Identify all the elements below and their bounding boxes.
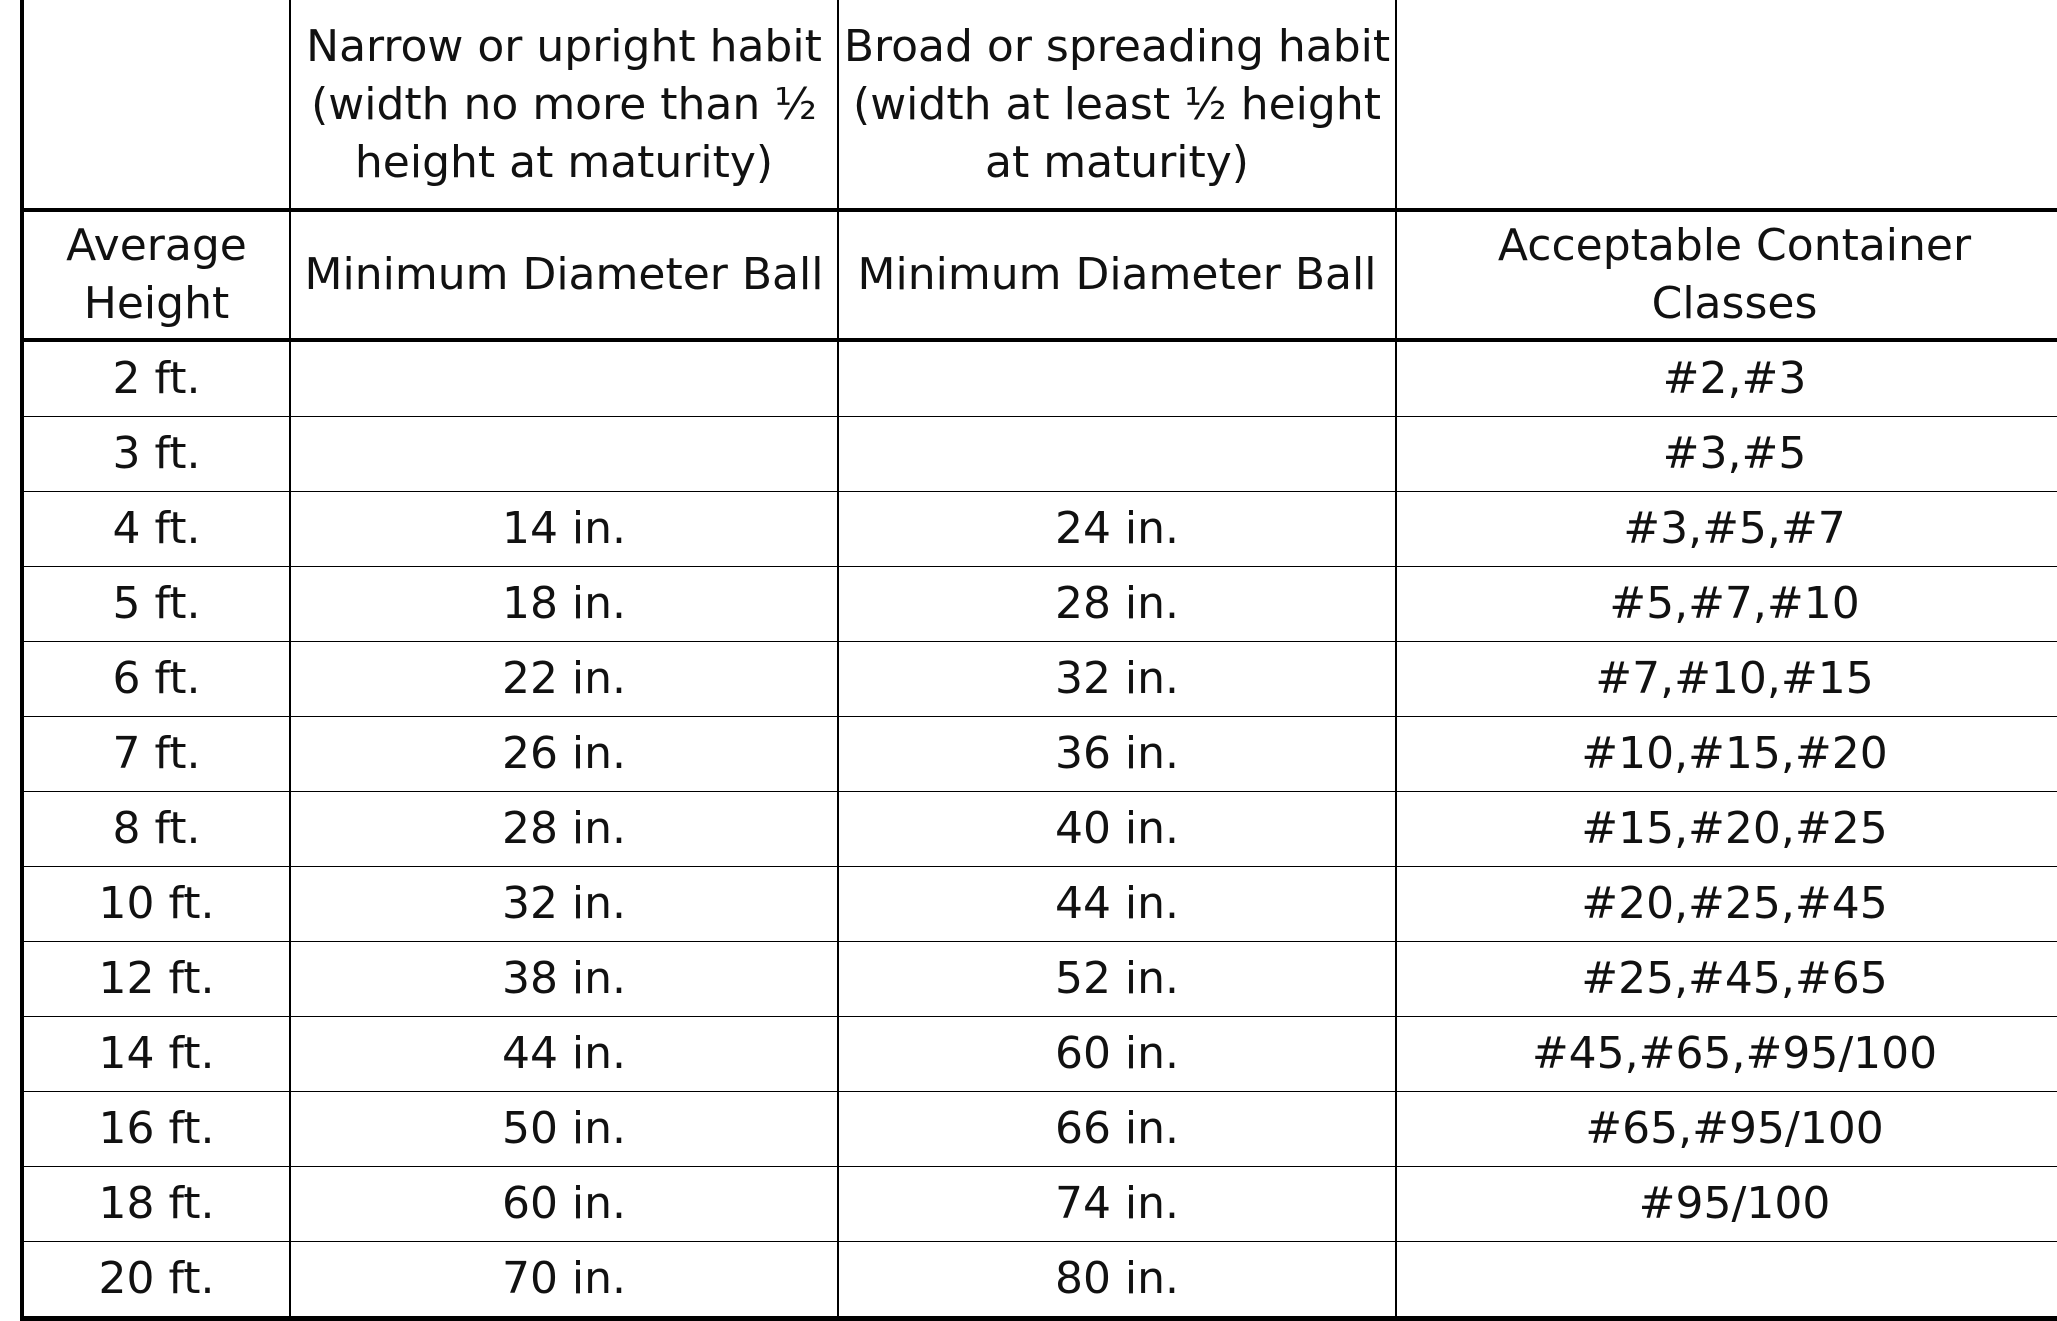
height-cell: 18 ft.	[22, 1167, 290, 1242]
container-classes-header	[1396, 210, 2057, 340]
height-cell: 14 ft.	[22, 1017, 290, 1092]
broad-habit-header-line: (width at least ½ height	[853, 79, 1381, 130]
container-classes-cell: #7,#10,#15	[1396, 642, 2057, 717]
table-row	[22, 1092, 2057, 1167]
habit-header-blank-right	[1396, 0, 2057, 210]
container-classes-header-line: Classes	[1651, 278, 1818, 329]
height-cell: 8 ft.	[22, 792, 290, 867]
narrow-ball-cell: 60 in.	[290, 1167, 838, 1242]
height-cell: 3 ft.	[22, 417, 290, 492]
broad-ball-cell: 66 in.	[838, 1092, 1396, 1167]
container-classes-cell: #2,#3	[1396, 340, 2057, 417]
average-height-header-line: Average	[66, 220, 247, 271]
container-classes-cell: #15,#20,#25	[1396, 792, 2057, 867]
height-cell: 16 ft.	[22, 1092, 290, 1167]
height-cell: 10 ft.	[22, 867, 290, 942]
narrow-ball-cell	[290, 417, 838, 492]
broad-ball-cell	[838, 340, 1396, 417]
table-row	[22, 340, 2057, 417]
narrow-habit-header-line: Narrow or upright habit	[306, 21, 822, 72]
container-classes-cell: #3,#5	[1396, 417, 2057, 492]
container-classes-cell: #45,#65,#95/100	[1396, 1017, 2057, 1092]
broad-ball-cell: 80 in.	[838, 1242, 1396, 1319]
narrow-ball-cell	[290, 340, 838, 417]
table-row	[22, 1017, 2057, 1092]
broad-ball-cell: 28 in.	[838, 567, 1396, 642]
narrow-habit-header-line: (width no more than ½	[311, 79, 817, 130]
table-row	[22, 867, 2057, 942]
narrow-ball-cell: 26 in.	[290, 717, 838, 792]
habit-header-row	[22, 0, 2057, 210]
broad-habit-header-line: Broad or spreading habit	[843, 21, 1391, 72]
height-cell: 20 ft.	[22, 1242, 290, 1319]
broad-ball-cell: 52 in.	[838, 942, 1396, 1017]
table-row	[22, 792, 2057, 867]
average-height-header-line: Height	[83, 278, 230, 329]
container-classes-cell	[1396, 1242, 2057, 1319]
broad-ball-cell: 40 in.	[838, 792, 1396, 867]
narrow-habit-header	[290, 0, 838, 210]
broad-habit-header	[838, 0, 1396, 210]
broad-ball-cell: 36 in.	[838, 717, 1396, 792]
height-cell: 5 ft.	[22, 567, 290, 642]
column-header-row	[22, 210, 2057, 340]
height-cell: 4 ft.	[22, 492, 290, 567]
shrub-size-table	[20, 0, 2057, 1321]
average-height-header	[22, 210, 290, 340]
container-classes-cell: #20,#25,#45	[1396, 867, 2057, 942]
table-row	[22, 492, 2057, 567]
table-row	[22, 567, 2057, 642]
narrow-ball-cell: 32 in.	[290, 867, 838, 942]
table-body	[22, 0, 2057, 1319]
height-cell: 2 ft.	[22, 340, 290, 417]
container-classes-header-line: Acceptable Container	[1497, 220, 1972, 271]
narrow-ball-cell: 28 in.	[290, 792, 838, 867]
height-cell: 6 ft.	[22, 642, 290, 717]
table-row	[22, 1242, 2057, 1319]
height-cell: 7 ft.	[22, 717, 290, 792]
narrow-ball-cell: 18 in.	[290, 567, 838, 642]
container-classes-cell: #3,#5,#7	[1396, 492, 2057, 567]
narrow-ball-cell: 70 in.	[290, 1242, 838, 1319]
container-classes-cell: #10,#15,#20	[1396, 717, 2057, 792]
habit-header-blank-left	[22, 0, 290, 210]
broad-ball-cell: 74 in.	[838, 1167, 1396, 1242]
broad-ball-cell: 44 in.	[838, 867, 1396, 942]
narrow-min-ball-header: Minimum Diameter Ball	[290, 210, 838, 340]
narrow-ball-cell: 14 in.	[290, 492, 838, 567]
narrow-ball-cell: 22 in.	[290, 642, 838, 717]
container-classes-cell: #65,#95/100	[1396, 1092, 2057, 1167]
broad-ball-cell: 32 in.	[838, 642, 1396, 717]
height-cell: 12 ft.	[22, 942, 290, 1017]
narrow-habit-header-line: height at maturity)	[354, 137, 774, 188]
broad-ball-cell: 60 in.	[838, 1017, 1396, 1092]
broad-ball-cell	[838, 417, 1396, 492]
container-classes-cell: #5,#7,#10	[1396, 567, 2057, 642]
narrow-ball-cell: 44 in.	[290, 1017, 838, 1092]
table-row	[22, 717, 2057, 792]
broad-min-ball-header: Minimum Diameter Ball	[838, 210, 1396, 340]
table-row	[22, 942, 2057, 1017]
table-row	[22, 642, 2057, 717]
broad-ball-cell: 24 in.	[838, 492, 1396, 567]
container-classes-cell: #25,#45,#65	[1396, 942, 2057, 1017]
broad-habit-header-line: at maturity)	[985, 137, 1249, 188]
container-classes-cell: #95/100	[1396, 1167, 2057, 1242]
table-row	[22, 417, 2057, 492]
table-row	[22, 1167, 2057, 1242]
narrow-ball-cell: 38 in.	[290, 942, 838, 1017]
narrow-ball-cell: 50 in.	[290, 1092, 838, 1167]
